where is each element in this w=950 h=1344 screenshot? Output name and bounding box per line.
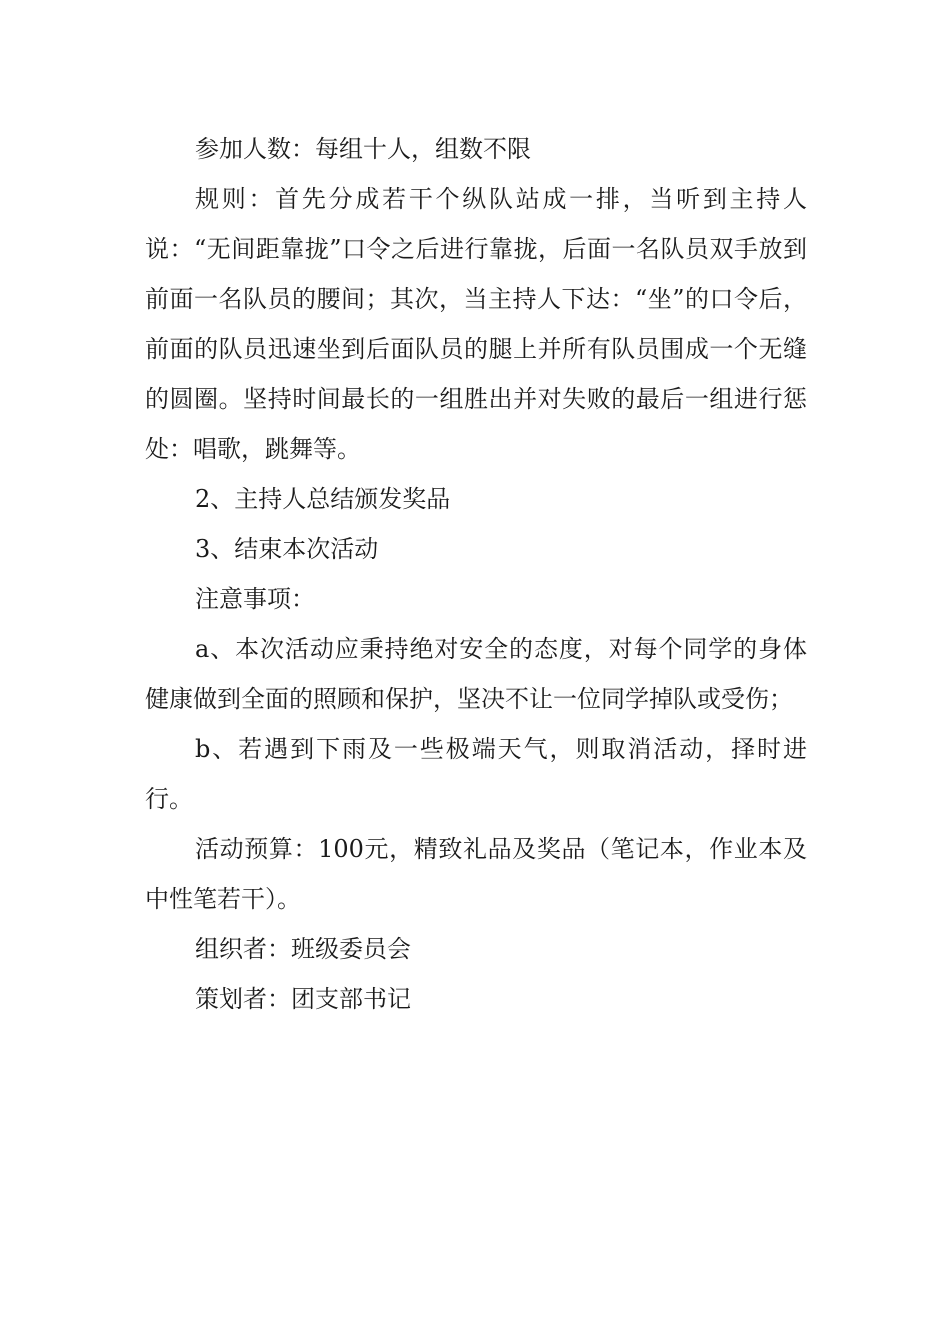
participants-paragraph: 参加人数：每组十人，组数不限	[195, 135, 531, 163]
budget-paragraph: 活动预算：100元，精致礼品及奖品（笔记本，作业本及中性笔若干）。	[145, 835, 807, 913]
rules-paragraph: 规则：首先分成若干个纵队站成一排，当听到主持人说：“无间距靠拢”口令之后进行靠拢，后面一名队员双手放到前面一名队员的腰间；其次，当主持人下达：“坐”的口令后，前面的队员迅速坐到后面队员的腿上并所有队员围成一个无缝的圆圈。坚持时间最长的一组胜出并对失败的最后一组进行惩处：唱歌，跳舞等。	[145, 185, 807, 463]
note-a-paragraph: a、本次活动应秉持绝对安全的态度，对每个同学的身体健康做到全面的照顾和保护，坚决不让一位同学掉队或受伤；	[145, 635, 807, 713]
step-2-paragraph: 2、主持人总结颁发奖品	[195, 485, 451, 513]
organizer-paragraph: 组织者：班级委员会	[195, 935, 411, 963]
document-body	[145, 124, 807, 1024]
planner-paragraph: 策划者：团支部书记	[195, 985, 411, 1013]
step-3-paragraph: 3、结束本次活动	[195, 535, 379, 563]
notes-heading: 注意事项：	[195, 585, 315, 613]
note-b-paragraph: b、若遇到下雨及一些极端天气，则取消活动，择时进行。	[145, 735, 807, 813]
